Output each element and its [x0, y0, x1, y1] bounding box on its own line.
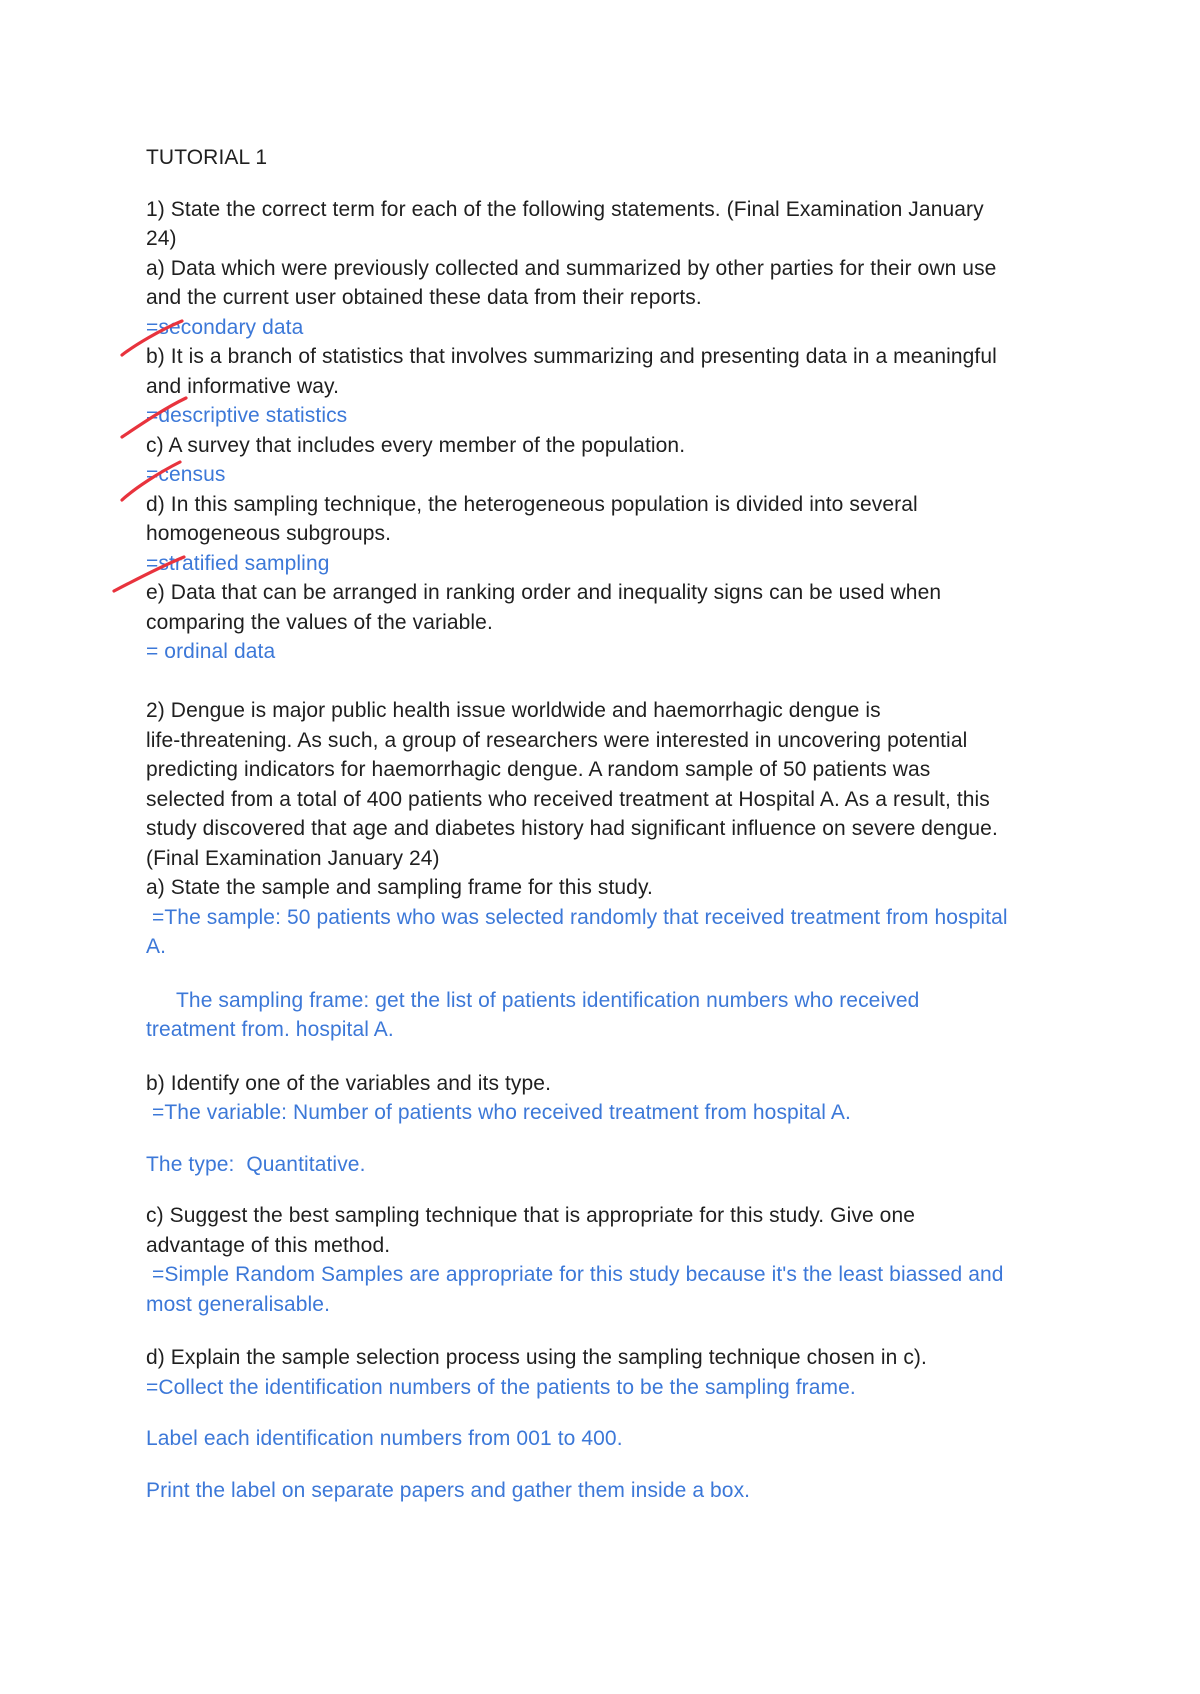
- q1b-answer: =descriptive statistics: [146, 404, 348, 427]
- q2-intro-line: life-threatening. As such, a group of researchers were interested in uncovering potential: [146, 728, 968, 752]
- q2-intro-line: study discovered that age and diabetes history had significant influence on severe dengue.: [146, 817, 998, 840]
- q2d-question: d) Explain the sample selection process using the sampling technique chosen in c).: [146, 1346, 927, 1369]
- q1e-answer: = ordinal data: [146, 640, 276, 663]
- q2a-answer-sample: =The sample: 50 patients who was selected randomly that received treatment from hospital: [152, 905, 1008, 929]
- q1b-question: and informative way.: [146, 374, 340, 398]
- q1e-question: comparing the values of the variable.: [146, 610, 493, 634]
- q2a-answer-frame: treatment from. hospital A.: [146, 1018, 394, 1041]
- q2a-question: a) State the sample and sampling frame for this study.: [146, 876, 653, 899]
- q1a-answer: =secondary data: [146, 315, 304, 339]
- q2d-answer-step: Label each identification numbers from 001 to 400.: [146, 1427, 623, 1450]
- document-body: [146, 143, 1066, 1505]
- q2c-question: advantage of this method.: [146, 1233, 391, 1257]
- q1-prompt-line: 24): [146, 227, 177, 250]
- q2a-answer-frame: The sampling frame: get the list of patients identification numbers who received: [176, 988, 920, 1012]
- q2a-answer-sample: A.: [146, 935, 167, 958]
- q1e-question: e) Data that can be arranged in ranking order and inequality signs can be used when: [146, 581, 942, 604]
- q2c-answer: =Simple Random Samples are appropriate for this study because it's the least biassed and: [152, 1263, 1004, 1286]
- q1a-question: and the current user obtained these data from their reports.: [146, 286, 702, 309]
- q2d-answer-step: Print the label on separate papers and gather them inside a box.: [146, 1478, 751, 1502]
- q2-intro-line: 2) Dengue is major public health issue worldwide and haemorrhagic dengue is: [146, 699, 881, 722]
- q1-prompt-line: 1) State the correct term for each of the following statements. (Final Examination January: [146, 197, 984, 221]
- q2b-question: b) Identify one of the variables and its type.: [146, 1071, 552, 1095]
- q1c-answer: =census: [146, 463, 226, 486]
- q1a-question: a) Data which were previously collected and summarized by other parties for their own use: [146, 256, 997, 280]
- q1d-question: d) In this sampling technique, the heterogeneous population is divided into several: [146, 492, 918, 516]
- q1b-question: b) It is a branch of statistics that involves summarizing and presenting data in a meaningful: [146, 345, 997, 368]
- q2d-answer-step: =Collect the identification numbers of the patients to be the sampling frame.: [146, 1375, 856, 1399]
- q1c-question: c) A survey that includes every member of the population.: [146, 433, 686, 457]
- q2c-answer: most generalisable.: [146, 1292, 330, 1316]
- q1d-question: homogeneous subgroups.: [146, 522, 392, 545]
- q2b-answer-type: The type: Quantitative.: [146, 1152, 366, 1176]
- q2b-answer-variable: =The variable: Number of patients who received treatment from hospital A.: [152, 1101, 851, 1124]
- document-title: TUTORIAL 1: [146, 146, 268, 169]
- q2-intro-line: selected from a total of 400 patients who received treatment at Hospital A. As a result, this: [146, 787, 990, 811]
- q2-intro-line: (Final Examination January 24): [146, 846, 440, 870]
- q1d-answer: =stratified sampling: [146, 551, 330, 575]
- q2-intro-line: predicting indicators for haemorrhagic dengue. A random sample of 50 patients was: [146, 758, 931, 781]
- q2c-question: c) Suggest the best sampling technique that is appropriate for this study. Give one: [146, 1204, 916, 1227]
